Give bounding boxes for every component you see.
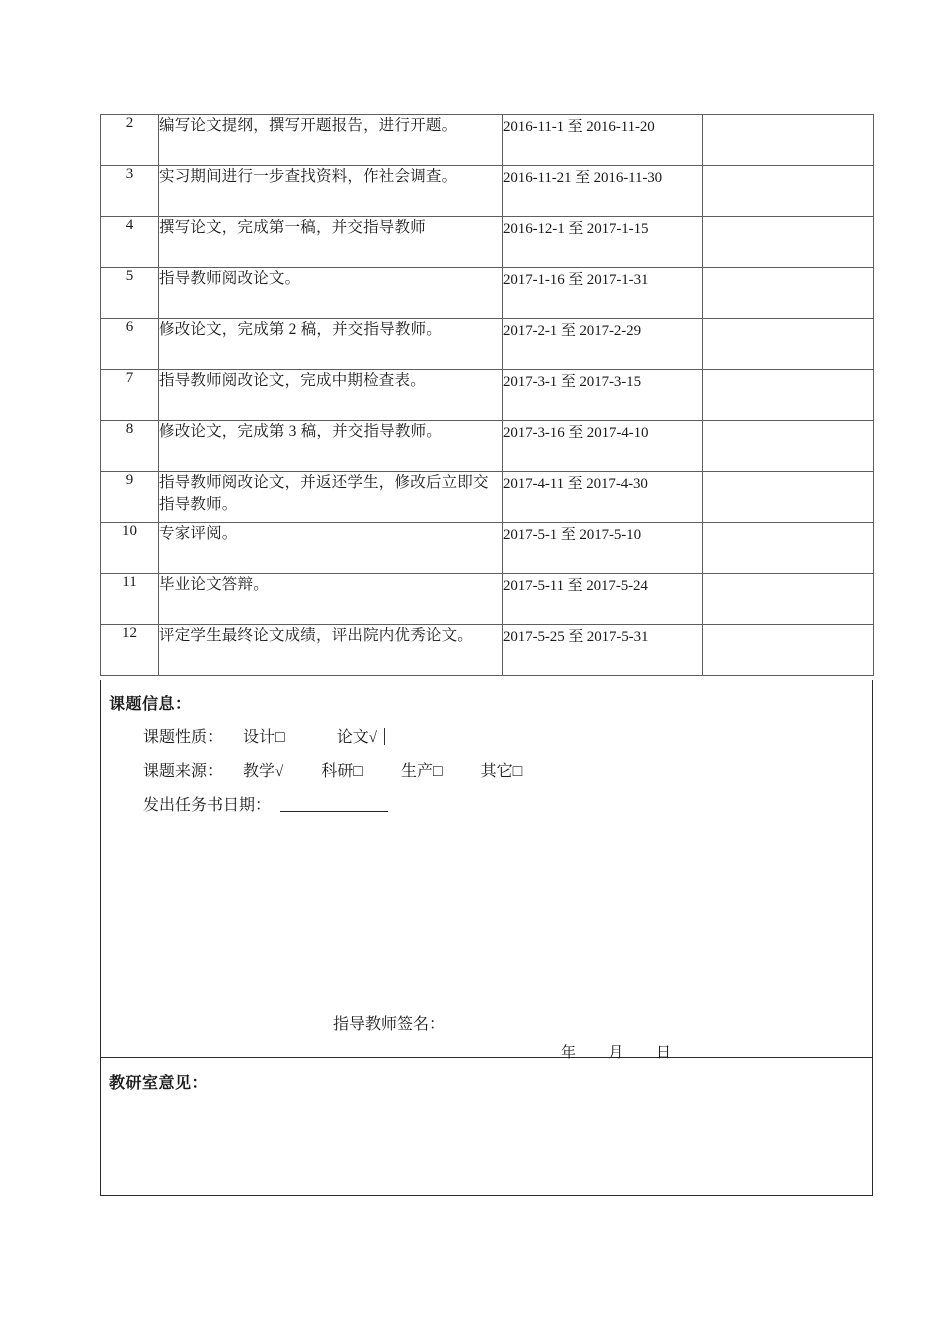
row-signature[interactable]	[703, 166, 874, 217]
table-row	[101, 574, 874, 625]
table-body	[101, 115, 874, 676]
option-label: 其它	[480, 763, 513, 780]
row-description: 评定学生最终论文成绩，评出院内优秀论文。	[159, 625, 503, 676]
row-signature[interactable]	[703, 574, 874, 625]
topic-source-option-research[interactable]	[321, 758, 363, 781]
row-description: 实习期间进行一步查找资料，作社会调查。	[159, 166, 503, 217]
checkbox-empty-icon[interactable]: □	[432, 763, 443, 780]
table-row	[101, 370, 874, 421]
row-number: 12	[101, 625, 159, 676]
row-date-range: 2017-2-1 至 2017-2-29	[503, 319, 703, 370]
option-label: 科研	[321, 763, 354, 780]
issue-date-row	[143, 792, 388, 815]
check-mark-icon[interactable]: √	[275, 764, 284, 780]
table-row	[101, 268, 874, 319]
topic-nature-option-thesis[interactable]	[337, 724, 377, 747]
row-description: 指导教师阅改论文。	[159, 268, 503, 319]
topic-info-section	[100, 680, 873, 1061]
topic-source-option-other[interactable]	[481, 758, 523, 781]
table-row	[101, 421, 874, 472]
row-date-range: 2017-1-16 至 2017-1-31	[503, 268, 703, 319]
year-label: 年	[561, 1045, 578, 1061]
checkbox-empty-icon[interactable]: □	[512, 763, 523, 780]
row-signature[interactable]	[703, 319, 874, 370]
table-row	[101, 166, 874, 217]
check-mark-icon[interactable]: √	[368, 730, 377, 746]
option-label: 设计	[243, 729, 276, 746]
checkbox-empty-icon[interactable]: □	[353, 763, 363, 780]
topic-nature-label: 课题性质：	[143, 729, 224, 746]
row-description: 毕业论文答辩。	[159, 574, 503, 625]
table-row	[101, 625, 874, 676]
row-date-range: 2016-11-1 至 2016-11-20	[503, 115, 703, 166]
advisor-signature-label: 指导教师签名：	[333, 1016, 446, 1033]
day-label: 日	[656, 1045, 673, 1061]
row-description: 编写论文提纲，撰写开题报告，进行开题。	[159, 115, 503, 166]
option-label: 生产	[400, 763, 433, 780]
department-opinion-title: 教研室意见：	[109, 1075, 209, 1092]
row-number: 4	[101, 217, 159, 268]
issue-date-label: 发出任务书日期：	[143, 797, 272, 814]
topic-source-option-production[interactable]	[401, 758, 443, 781]
row-number: 5	[101, 268, 159, 319]
row-date-range: 2017-5-25 至 2017-5-31	[503, 625, 703, 676]
row-signature[interactable]	[703, 115, 874, 166]
department-opinion-section[interactable]	[100, 1058, 873, 1196]
row-date-range: 2017-5-1 至 2017-5-10	[503, 523, 703, 574]
row-signature[interactable]	[703, 217, 874, 268]
row-signature[interactable]	[703, 268, 874, 319]
table-row	[101, 523, 874, 574]
row-number: 9	[101, 472, 159, 523]
row-description: 修改论文，完成第 3 稿，并交指导教师。	[159, 421, 503, 472]
thesis-schedule-table	[100, 114, 874, 676]
topic-source-option-teaching[interactable]	[243, 758, 283, 781]
row-number: 8	[101, 421, 159, 472]
row-description: 指导教师阅改论文，并返还学生，修改后立即交指导教师。	[159, 472, 503, 523]
row-number: 11	[101, 574, 159, 625]
topic-nature-row	[143, 724, 385, 747]
row-date-range: 2017-3-16 至 2017-4-10	[503, 421, 703, 472]
row-date-range: 2016-11-21 至 2016-11-30	[503, 166, 703, 217]
row-number: 3	[101, 166, 159, 217]
row-signature[interactable]	[703, 625, 874, 676]
topic-info-title: 课题信息：	[109, 696, 192, 713]
month-label: 月	[608, 1045, 625, 1061]
row-signature[interactable]	[703, 523, 874, 574]
row-description: 修改论文，完成第 2 稿，并交指导教师。	[159, 319, 503, 370]
row-number: 6	[101, 319, 159, 370]
table-row	[101, 217, 874, 268]
topic-source-row	[143, 758, 522, 781]
table-row	[101, 472, 874, 523]
issue-date-input[interactable]	[280, 796, 388, 812]
row-date-range: 2017-3-1 至 2017-3-15	[503, 370, 703, 421]
row-number: 7	[101, 370, 159, 421]
row-signature[interactable]	[703, 472, 874, 523]
row-signature[interactable]	[703, 370, 874, 421]
row-description: 专家评阅。	[159, 523, 503, 574]
text-cursor	[384, 728, 385, 745]
checkbox-empty-icon[interactable]: □	[275, 729, 285, 746]
topic-nature-option-design[interactable]	[243, 724, 285, 747]
option-label: 教学	[243, 763, 276, 780]
table-row	[101, 115, 874, 166]
topic-source-label: 课题来源：	[143, 763, 224, 780]
row-number: 2	[101, 115, 159, 166]
row-number: 10	[101, 523, 159, 574]
option-label: 论文	[336, 729, 369, 746]
row-date-range: 2016-12-1 至 2017-1-15	[503, 217, 703, 268]
row-description: 指导教师阅改论文，完成中期检查表。	[159, 370, 503, 421]
table-row	[101, 319, 874, 370]
row-signature[interactable]	[703, 421, 874, 472]
row-date-range: 2017-5-11 至 2017-5-24	[503, 574, 703, 625]
row-date-range: 2017-4-11 至 2017-4-30	[503, 472, 703, 523]
row-description: 撰写论文，完成第一稿，并交指导教师	[159, 217, 503, 268]
